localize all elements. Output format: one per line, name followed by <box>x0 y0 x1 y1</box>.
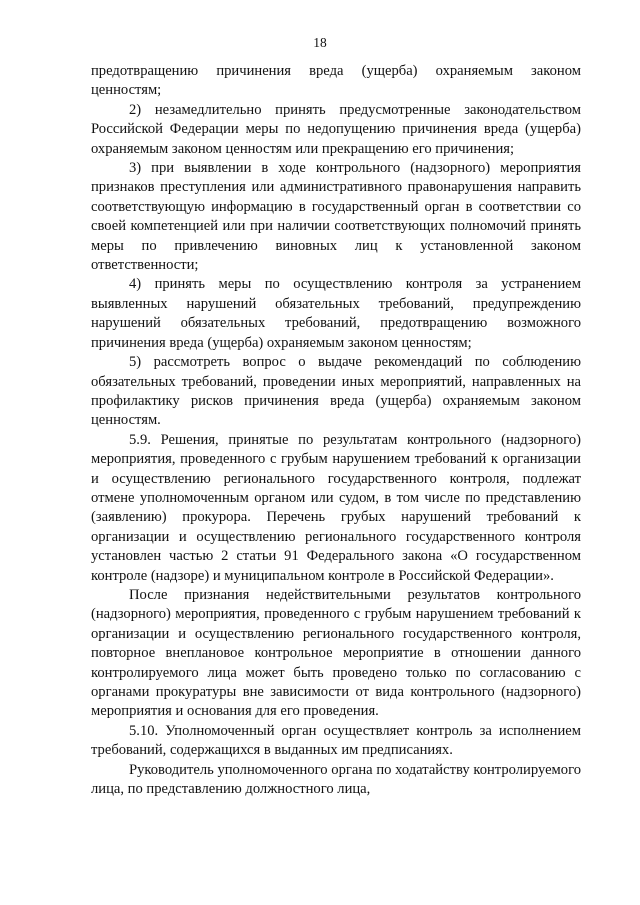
paragraph-repeat-inspection: После признания недействительными результатов контрольного (надзорного) мероприятия, проведенного с грубым нарушением требований к организации и осуществлению регионального государственного контроля, повторное внеплановое контрольное мероприятие в отношении данного контролируемого лица может быть проведено только по согласованию с органами прокуратуры вне зависимости от вида контрольного (надзорного) мероприятия и основания для его проведения. <box>91 586 581 720</box>
paragraph-head-petition: Руководитель уполномоченного органа по ходатайству контролируемого лица, по представлению должностного лица, <box>91 761 581 798</box>
paragraph-item-4: 4) принять меры по осуществлению контроля за устранением выявленных нарушений обязательных требований, предупреждению нарушений обязательных требований, предотвращению возможного причинения вреда (ущерба) охраняемым законом ценностям; <box>91 276 581 351</box>
paragraph-section-5-9: 5.9. Решения, принятые по результатам контрольного (надзорного) мероприятия, проведенного с грубым нарушением требований к организации и осуществлению регионального государственного контроля, подлежат отмене уполномоченным органом или судом, в том числе по представлению (заявлению) прокурора. Перечень грубых нарушений требований к организации и осуществлению регионального государственного контроля установлен частью 2 статьи 91 Федерального закона «О государственном контроле (надзоре) и муниципальном контроле в Российской Федерации». <box>91 431 581 584</box>
paragraph-item-5: 5) рассмотреть вопрос о выдаче рекомендаций по соблюдению обязательных требований, проведении иных мероприятий, направленных на профилактику рисков причинения вреда (ущерба) охраняемым законом ценностям. <box>91 354 581 429</box>
paragraph-item-3: 3) при выявлении в ходе контрольного (надзорного) мероприятия признаков преступления или административного правонарушения направить соответствующую информацию в государственный орган в соответствии со своей компетенцией или при наличии соответствующих полномочий принять меры по привлечению виновных лиц к установленной законом ответственности; <box>91 160 581 274</box>
paragraph-section-5-10: 5.10. Уполномоченный орган осуществляет контроль за исполнением требований, содержащихся в выданных им предписаниях. <box>91 722 581 759</box>
document-body <box>91 62 581 799</box>
page-number: 18 <box>313 35 327 50</box>
paragraph-item-2: 2) незамедлительно принять предусмотренные законодательством Российской Федерации меры по недопущению причинения вреда (ущерба) охраняемым законом ценностям или прекращению его причинения; <box>91 101 581 157</box>
paragraph-continuation: предотвращению причинения вреда (ущерба) охраняемым законом ценностям; <box>91 63 581 99</box>
